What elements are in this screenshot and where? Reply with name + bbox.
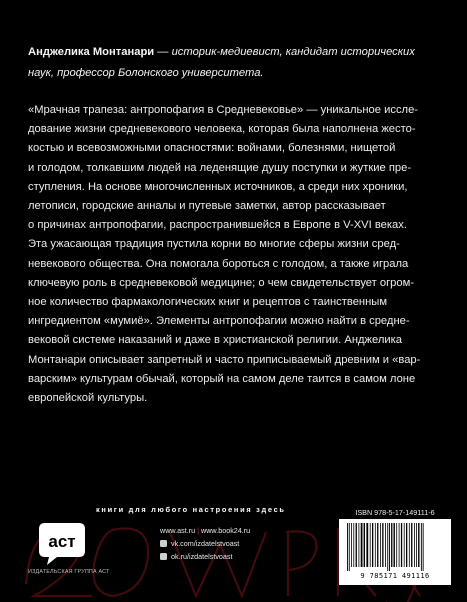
barcode-bar — [347, 523, 348, 571]
isbn-number: ISBN 978-5-17-149111-6 — [355, 508, 435, 517]
barcode-bar — [380, 523, 381, 567]
barcode-bar — [351, 523, 352, 567]
ok-link[interactable]: ok.ru/izdatelstvoast — [171, 552, 233, 561]
author-name: Анджелика Монтанари — [28, 46, 155, 58]
description-line: ключевую роль в средневековой медицине; о чем свидетельствует огром- — [28, 276, 415, 289]
website-links-row — [160, 524, 320, 537]
barcode-bar — [387, 523, 388, 571]
book-description — [28, 101, 446, 408]
barcode-bar — [401, 523, 402, 567]
ok-link-row — [160, 550, 320, 563]
barcode-bar — [396, 523, 397, 567]
description-paragraph — [28, 101, 446, 408]
barcode-bar — [411, 523, 412, 567]
description-line: дование жизни средневекового человека, которая была наполнена жесто- — [28, 123, 416, 136]
vk-icon — [160, 540, 167, 547]
barcode-bar — [389, 523, 390, 571]
barcode-bar — [385, 523, 386, 567]
description-line: Эта ужасающая традиция пустила корни во многие сферы жизни сред- — [28, 238, 400, 251]
vk-link-row — [160, 537, 320, 550]
barcode-bar — [421, 523, 422, 571]
barcode-bar — [399, 523, 400, 567]
barcode-digits: 9 785171 491116 — [360, 572, 430, 580]
publisher-caption: ИЗДАТЕЛЬСКАЯ ГРУППА АСТ — [28, 569, 110, 575]
barcode-bars — [345, 523, 445, 571]
barcode-bar — [377, 523, 378, 567]
link-separator: | — [197, 526, 200, 535]
publisher-links — [160, 524, 320, 563]
description-line: о причинах антропофагии, распространившейся в Европе в V-XVI веках. — [28, 219, 407, 232]
website-link-ast[interactable]: www.ast.ru — [160, 526, 196, 535]
barcode-bar — [416, 523, 417, 567]
description-line: и голодом, толкавшим людей на леденящие душу поступки и жуткие пре- — [28, 161, 412, 174]
barcode-bar — [356, 523, 357, 567]
barcode-bar — [406, 523, 407, 567]
description-line: ступления. На основе многочисленных источников, а среди них хроники, — [28, 180, 408, 193]
barcode-bar — [359, 523, 360, 567]
barcode-bar — [409, 523, 410, 567]
barcode-bar — [391, 523, 392, 567]
barcode-bar — [353, 523, 354, 567]
barcode-bar — [375, 523, 376, 567]
barcode-bar — [423, 523, 424, 571]
barcode-bar — [361, 523, 363, 567]
barcode-bar — [414, 523, 415, 567]
ok-icon — [160, 553, 167, 560]
ast-logo-icon — [35, 521, 89, 567]
barcode-bar — [394, 523, 395, 567]
ast-logo-graphic — [35, 521, 89, 567]
description-line: невекового общества. Она помогала бороться с голодом, а также играла — [28, 257, 409, 270]
description-line: Монтанари описывает запретный и часто приписываемый древним и «вар- — [28, 353, 421, 366]
author-desc-line1: историк-медиевист, кандидат исторических — [171, 46, 415, 58]
publisher-tagline: книги для любого настроения здесь — [96, 505, 286, 514]
barcode-bar — [382, 523, 383, 567]
description-line: ное количество фармакологических книг и рецептов с таинственным — [28, 296, 388, 309]
barcode-bar — [404, 523, 405, 567]
description-line: варским» культурам обычай, который на самом деле таится в самом лоне — [28, 372, 416, 385]
barcode-bar — [372, 523, 373, 567]
description-line: вековой системе наказаний и даже в христианской религии. Анджелика — [28, 334, 403, 347]
barcode — [339, 519, 451, 585]
barcode-bar — [366, 523, 368, 567]
barcode-bar — [349, 523, 350, 571]
description-line: «Мрачная трапеза: антропофагия в Средневековье» — уникальное иссле- — [28, 104, 419, 116]
author-desc-line2: наук, профессор Болонского университета. — [28, 67, 264, 79]
description-line: европейской культуры. — [28, 392, 148, 405]
isbn-block — [339, 508, 451, 586]
publisher-logo — [28, 521, 110, 581]
description-line: ингредиентом «мумиё». Элементы антропофагии можно найти в средне- — [28, 315, 410, 328]
barcode-bar — [370, 523, 371, 567]
vk-link[interactable]: vk.com/izdatelstvoast — [171, 539, 240, 548]
barcode-bar — [418, 523, 419, 567]
author-dash: — — [154, 46, 172, 58]
website-link-book24[interactable]: www.book24.ru — [201, 526, 251, 535]
svg-text:аст: аст — [48, 532, 76, 551]
description-line: летописи, городские анналы и путевые заметки, автор рассказывает — [28, 200, 386, 213]
barcode-bar — [364, 523, 365, 567]
description-line: костью и всевозможными опасностями: войнами, болезнями, нищетой — [28, 142, 396, 155]
author-bio — [28, 42, 428, 84]
